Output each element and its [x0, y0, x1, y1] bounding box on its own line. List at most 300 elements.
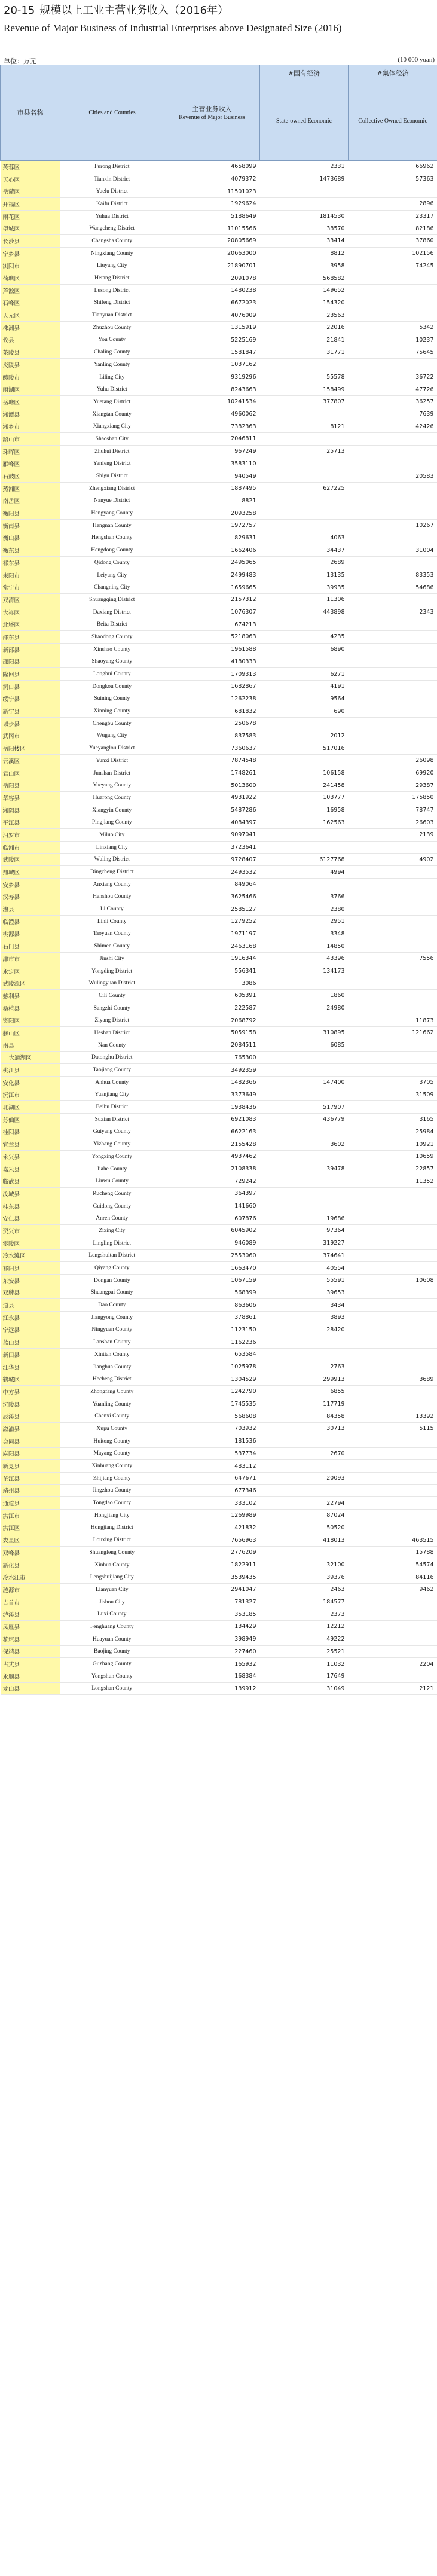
region-name-en: Yongding District [60, 965, 164, 977]
table-row [1, 1423, 437, 1435]
region-name-cn: 石峰区 [1, 297, 60, 309]
soe-cell: 55578 [260, 371, 349, 383]
collective-cell: 4902 [349, 853, 437, 866]
collective-cell [349, 1064, 437, 1077]
table-row [1, 1287, 437, 1299]
table-row [1, 903, 437, 916]
collective-cell [349, 915, 437, 928]
collective-cell: 3689 [349, 1373, 437, 1386]
region-name-en: Daxiang District [60, 606, 164, 618]
region-name-cn: 冷水江市 [1, 1571, 60, 1584]
revenue-cell: 703932 [164, 1423, 260, 1435]
soe-cell [260, 1126, 349, 1138]
revenue-cell: 250678 [164, 717, 260, 730]
table-row [1, 247, 437, 260]
region-name-en: Leiyang City [60, 569, 164, 581]
region-name-cn: 苏仙区 [1, 1113, 60, 1126]
soe-cell: 12212 [260, 1621, 349, 1633]
region-name-cn: 衡南县 [1, 519, 60, 532]
region-name-cn: 岳麓区 [1, 185, 60, 198]
region-name-cn: 龙山县 [1, 1682, 60, 1695]
region-name-cn: 东安县 [1, 1274, 60, 1287]
soe-cell: 43396 [260, 953, 349, 965]
soe-cell: 6127768 [260, 853, 349, 866]
soe-cell: 22794 [260, 1497, 349, 1510]
region-name-cn: 永顺县 [1, 1670, 60, 1682]
region-name-en: Furong District [60, 161, 164, 173]
soe-cell: 9564 [260, 693, 349, 705]
table-row [1, 507, 437, 520]
revenue-cell: 967249 [164, 445, 260, 458]
collective-cell: 74245 [349, 260, 437, 272]
collective-cell: 82186 [349, 222, 437, 235]
revenue-cell: 7874548 [164, 755, 260, 767]
table-row [1, 173, 437, 185]
table-row [1, 1682, 437, 1695]
soe-cell: 134173 [260, 965, 349, 977]
table-row [1, 829, 437, 842]
soe-cell [260, 656, 349, 668]
region-name-en: Xinhua County [60, 1559, 164, 1571]
soe-cell: 627225 [260, 482, 349, 495]
table-row [1, 1126, 437, 1138]
table-row [1, 680, 437, 693]
revenue-cell: 20663000 [164, 247, 260, 260]
table-row [1, 668, 437, 681]
revenue-cell: 1581847 [164, 346, 260, 359]
collective-cell [349, 705, 437, 718]
revenue-cell: 9319296 [164, 371, 260, 383]
collective-cell: 75645 [349, 346, 437, 359]
collective-cell: 9462 [349, 1584, 437, 1596]
region-name-en: Suining County [60, 693, 164, 705]
collective-cell [349, 618, 437, 631]
region-name-cn: 冷水滩区 [1, 1249, 60, 1262]
revenue-cell: 781327 [164, 1596, 260, 1608]
soe-cell: 690 [260, 705, 349, 718]
revenue-cell: 2157312 [164, 594, 260, 606]
title-chinese: 规模以上工业主营业务收入（2016年） [39, 4, 229, 17]
region-name-en: Lengshuijiang City [60, 1571, 164, 1584]
collective-cell [349, 1051, 437, 1064]
revenue-cell: 2493532 [164, 866, 260, 879]
region-name-en: Hetang District [60, 272, 164, 285]
table-row [1, 334, 437, 346]
table-row [1, 1361, 437, 1373]
collective-cell [349, 742, 437, 755]
soe-cell: 241458 [260, 779, 349, 792]
table-row [1, 1113, 437, 1126]
revenue-cell: 6921083 [164, 1113, 260, 1126]
revenue-cell: 222587 [164, 1002, 260, 1014]
revenue-cell: 7382363 [164, 420, 260, 433]
revenue-cell: 1037162 [164, 359, 260, 371]
region-name-en: Lanshan County [60, 1336, 164, 1349]
region-name-en: Longhui County [60, 668, 164, 681]
collective-cell: 37860 [349, 235, 437, 248]
region-name-cn: 珠晖区 [1, 445, 60, 458]
table-row [1, 1608, 437, 1621]
region-name-en: Heshan District [60, 1027, 164, 1039]
region-name-cn: 城步县 [1, 717, 60, 730]
region-name-cn: 道县 [1, 1299, 60, 1312]
table-row [1, 594, 437, 606]
region-name-cn: 安仁县 [1, 1212, 60, 1225]
region-name-cn: 祁阳县 [1, 1262, 60, 1275]
region-name-en: Shuangpai County [60, 1287, 164, 1299]
collective-cell [349, 866, 437, 879]
header-soe-en: State-owned Economic [260, 81, 349, 161]
region-name-cn: 桂东县 [1, 1200, 60, 1212]
revenue-cell: 421832 [164, 1522, 260, 1534]
region-name-en: Hengdong County [60, 544, 164, 557]
revenue-cell: 605391 [164, 990, 260, 1002]
revenue-cell: 2093258 [164, 507, 260, 520]
region-name-cn: 醴陵市 [1, 371, 60, 383]
region-name-cn: 娄星区 [1, 1534, 60, 1547]
region-name-en: Hanshou County [60, 891, 164, 903]
region-name-cn: 天元区 [1, 309, 60, 322]
soe-cell: 30713 [260, 1423, 349, 1435]
region-name-cn: 攸县 [1, 334, 60, 346]
table-row [1, 544, 437, 557]
table-row [1, 495, 437, 507]
revenue-cell: 7656963 [164, 1534, 260, 1547]
region-name-en: Jianghua County [60, 1361, 164, 1373]
soe-cell [260, 1089, 349, 1101]
region-name-en: Chenxi County [60, 1410, 164, 1423]
soe-cell: 106158 [260, 767, 349, 779]
soe-cell [260, 1200, 349, 1212]
collective-cell: 84116 [349, 1571, 437, 1584]
soe-cell [260, 1014, 349, 1027]
region-name-en: Dingcheng District [60, 866, 164, 879]
collective-cell [349, 1621, 437, 1633]
table-row [1, 643, 437, 656]
region-name-cn: 辰溪县 [1, 1410, 60, 1423]
table-row [1, 965, 437, 977]
soe-cell: 39935 [260, 581, 349, 594]
revenue-cell: 5013600 [164, 779, 260, 792]
region-name-en: Wuling District [60, 853, 164, 866]
region-name-cn: 汉寿县 [1, 891, 60, 903]
soe-cell: 34437 [260, 544, 349, 557]
soe-cell [260, 829, 349, 842]
soe-cell [260, 841, 349, 853]
soe-cell: 2380 [260, 903, 349, 916]
region-name-cn: 宜章县 [1, 1138, 60, 1151]
region-name-cn: 武陵区 [1, 853, 60, 866]
collective-cell: 36257 [349, 396, 437, 408]
region-name-cn: 沅江市 [1, 1089, 60, 1101]
table-row [1, 767, 437, 779]
table-row [1, 866, 437, 879]
soe-cell [260, 618, 349, 631]
header-collective-cn: #集体经济 [349, 65, 437, 81]
soe-cell: 11032 [260, 1658, 349, 1670]
region-name-cn: 湘乡市 [1, 420, 60, 433]
soe-cell [260, 198, 349, 211]
region-name-en: Anhua County [60, 1076, 164, 1089]
region-name-en: Beihu District [60, 1101, 164, 1114]
collective-cell: 57363 [349, 173, 437, 185]
soe-cell: 6271 [260, 668, 349, 681]
region-name-en: Guzhang County [60, 1658, 164, 1670]
region-name-en: Anren County [60, 1212, 164, 1225]
revenue-cell: 227460 [164, 1645, 260, 1658]
collective-cell [349, 693, 437, 705]
table-row [1, 396, 437, 408]
collective-cell [349, 458, 437, 470]
region-name-cn: 桂阳县 [1, 1126, 60, 1138]
revenue-cell: 1025978 [164, 1361, 260, 1373]
table-row [1, 185, 437, 198]
soe-cell: 20093 [260, 1472, 349, 1484]
collective-cell [349, 1608, 437, 1621]
soe-cell: 310895 [260, 1027, 349, 1039]
region-name-en: Yongshun County [60, 1670, 164, 1682]
revenue-cell: 9097041 [164, 829, 260, 842]
table-row [1, 1212, 437, 1225]
table-row [1, 841, 437, 853]
revenue-cell: 1262238 [164, 693, 260, 705]
table-row [1, 1670, 437, 1682]
region-name-cn: 赫山区 [1, 1027, 60, 1039]
region-name-cn: 南岳区 [1, 495, 60, 507]
region-name-cn: 宁乡县 [1, 247, 60, 260]
region-name-cn: 蓝山县 [1, 1336, 60, 1349]
table-row [1, 1014, 437, 1027]
revenue-cell: 4076009 [164, 309, 260, 322]
soe-cell: 3348 [260, 928, 349, 940]
region-name-cn: 北塔区 [1, 618, 60, 631]
collective-cell [349, 309, 437, 322]
collective-cell [349, 990, 437, 1002]
region-name-cn: 浏阳市 [1, 260, 60, 272]
table-row [1, 618, 437, 631]
table-title [0, 4, 437, 35]
table-row [1, 631, 437, 644]
soe-cell [260, 1484, 349, 1497]
region-name-en: Linwu County [60, 1175, 164, 1188]
region-name-cn: 临湘市 [1, 841, 60, 853]
table-row [1, 1398, 437, 1410]
soe-cell [260, 1435, 349, 1447]
collective-cell: 10237 [349, 334, 437, 346]
table-row [1, 1336, 437, 1349]
region-name-cn: 双牌县 [1, 1287, 60, 1299]
table-row [1, 755, 437, 767]
region-name-cn: 蒸湘区 [1, 482, 60, 495]
collective-cell [349, 1460, 437, 1473]
region-name-en: Miluo City [60, 829, 164, 842]
revenue-cell: 940549 [164, 470, 260, 483]
region-name-en: Jinshi City [60, 953, 164, 965]
revenue-cell: 556341 [164, 965, 260, 977]
region-name-en: Yuhua District [60, 210, 164, 222]
region-name-cn: 临澧县 [1, 915, 60, 928]
region-name-en: Dongkou County [60, 680, 164, 693]
region-name-en: Shigu District [60, 470, 164, 483]
soe-cell: 50520 [260, 1522, 349, 1534]
revenue-cell: 3086 [164, 977, 260, 990]
revenue-cell: 11015566 [164, 222, 260, 235]
unit-english: (10 000 yuan) [398, 56, 435, 63]
table-row [1, 1410, 437, 1423]
region-name-cn: 邵东县 [1, 631, 60, 644]
region-name-en: Xintian County [60, 1349, 164, 1361]
revenue-cell: 1887495 [164, 482, 260, 495]
table-row [1, 1324, 437, 1336]
revenue-cell: 537734 [164, 1447, 260, 1460]
table-row [1, 470, 437, 483]
region-name-en: Yanfeng District [60, 458, 164, 470]
table-row [1, 235, 437, 248]
collective-cell: 5342 [349, 321, 437, 334]
table-row [1, 359, 437, 371]
region-name-en: Anxiang County [60, 878, 164, 891]
region-name-cn: 古丈县 [1, 1658, 60, 1670]
soe-cell: 13135 [260, 569, 349, 581]
revenue-cell: 1961588 [164, 643, 260, 656]
table-row [1, 953, 437, 965]
collective-cell [349, 1039, 437, 1051]
revenue-cell: 483112 [164, 1460, 260, 1473]
soe-cell [260, 977, 349, 990]
collective-cell: 47726 [349, 383, 437, 396]
region-name-cn: 新晃县 [1, 1460, 60, 1473]
soe-cell: 22016 [260, 321, 349, 334]
region-name-en: Lianyuan City [60, 1584, 164, 1596]
table-row [1, 1027, 437, 1039]
region-name-en: Shimen County [60, 940, 164, 953]
region-name-en: Dongan County [60, 1274, 164, 1287]
soe-cell: 21841 [260, 334, 349, 346]
region-name-cn: 洪江区 [1, 1522, 60, 1534]
region-name-cn: 鹤城区 [1, 1373, 60, 1386]
region-name-cn: 湘潭县 [1, 408, 60, 420]
table-row [1, 1472, 437, 1484]
table-row [1, 990, 437, 1002]
table-row [1, 1101, 437, 1114]
soe-cell: 374641 [260, 1249, 349, 1262]
revenue-cell: 1067159 [164, 1274, 260, 1287]
region-name-en: Dao County [60, 1299, 164, 1312]
table-row [1, 1089, 437, 1101]
soe-cell: 149652 [260, 284, 349, 297]
table-row [1, 260, 437, 272]
region-name-en: Xupu County [60, 1423, 164, 1435]
revenue-cell: 1315919 [164, 321, 260, 334]
table-row [1, 210, 437, 222]
region-name-en: Hengyang County [60, 507, 164, 520]
revenue-cell: 568608 [164, 1410, 260, 1423]
table-row [1, 284, 437, 297]
collective-cell: 69920 [349, 767, 437, 779]
revenue-cell: 6045902 [164, 1225, 260, 1237]
region-name-cn: 望城区 [1, 222, 60, 235]
collective-cell [349, 1101, 437, 1114]
table-row [1, 1138, 437, 1151]
region-name-en: Wulingyuan District [60, 977, 164, 990]
revenue-cell: 2941047 [164, 1584, 260, 1596]
region-name-cn: 岳阳楼区 [1, 742, 60, 755]
region-name-cn: 麻阳县 [1, 1447, 60, 1460]
revenue-cell: 674213 [164, 618, 260, 631]
region-name-cn: 双清区 [1, 594, 60, 606]
soe-cell [260, 717, 349, 730]
table-row [1, 1633, 437, 1645]
region-name-cn: 隆回县 [1, 668, 60, 681]
region-name-cn: 凤凰县 [1, 1621, 60, 1633]
region-name-en: Tianxin District [60, 173, 164, 185]
region-name-cn: 湘阴县 [1, 804, 60, 816]
revenue-cell: 1242790 [164, 1386, 260, 1398]
soe-cell [260, 1175, 349, 1188]
collective-cell [349, 940, 437, 953]
region-name-cn: 雨花区 [1, 210, 60, 222]
revenue-cell: 2499483 [164, 569, 260, 581]
region-name-cn: 绥宁县 [1, 693, 60, 705]
table-row [1, 891, 437, 903]
region-name-en: Qiyang County [60, 1262, 164, 1275]
header-region-en: Cities and Counties [60, 65, 164, 161]
revenue-cell: 8821 [164, 495, 260, 507]
soe-cell [260, 507, 349, 520]
collective-cell: 66962 [349, 161, 437, 173]
revenue-cell: 677346 [164, 1484, 260, 1497]
soe-cell: 2951 [260, 915, 349, 928]
collective-cell [349, 891, 437, 903]
collective-cell [349, 1299, 437, 1312]
region-name-en: Sangzhi County [60, 1002, 164, 1014]
revenue-cell: 3373649 [164, 1089, 260, 1101]
revenue-cell: 4960062 [164, 408, 260, 420]
soe-cell: 39376 [260, 1571, 349, 1584]
collective-cell [349, 680, 437, 693]
region-name-en: Taojiang County [60, 1064, 164, 1077]
table-row [1, 1534, 437, 1547]
table-row [1, 1175, 437, 1188]
region-name-en: Hongjiang District [60, 1522, 164, 1534]
collective-cell [349, 1212, 437, 1225]
table-row [1, 656, 437, 668]
collective-cell: 31509 [349, 1089, 437, 1101]
revenue-cell: 1929624 [164, 198, 260, 211]
soe-cell: 2373 [260, 1608, 349, 1621]
soe-cell: 28420 [260, 1324, 349, 1336]
region-name-en: Chengbu County [60, 717, 164, 730]
revenue-cell: 4079372 [164, 173, 260, 185]
soe-cell: 24980 [260, 1002, 349, 1014]
collective-cell [349, 1484, 437, 1497]
soe-cell: 184577 [260, 1596, 349, 1608]
header-region-cn: 市县名称 [1, 65, 60, 161]
table-row [1, 1547, 437, 1559]
region-name-en: Yueyang County [60, 779, 164, 792]
table-row [1, 928, 437, 940]
revenue-cell: 1659665 [164, 581, 260, 594]
collective-cell: 83353 [349, 569, 437, 581]
revenue-cell: 1709313 [164, 668, 260, 681]
revenue-cell: 3539435 [164, 1571, 260, 1584]
region-name-en: Yongxing County [60, 1151, 164, 1163]
revenue-cell: 4658099 [164, 161, 260, 173]
region-name-en: Jiahe County [60, 1163, 164, 1175]
collective-cell [349, 1472, 437, 1484]
region-name-en: Yueyanglou District [60, 742, 164, 755]
soe-cell: 16958 [260, 804, 349, 816]
